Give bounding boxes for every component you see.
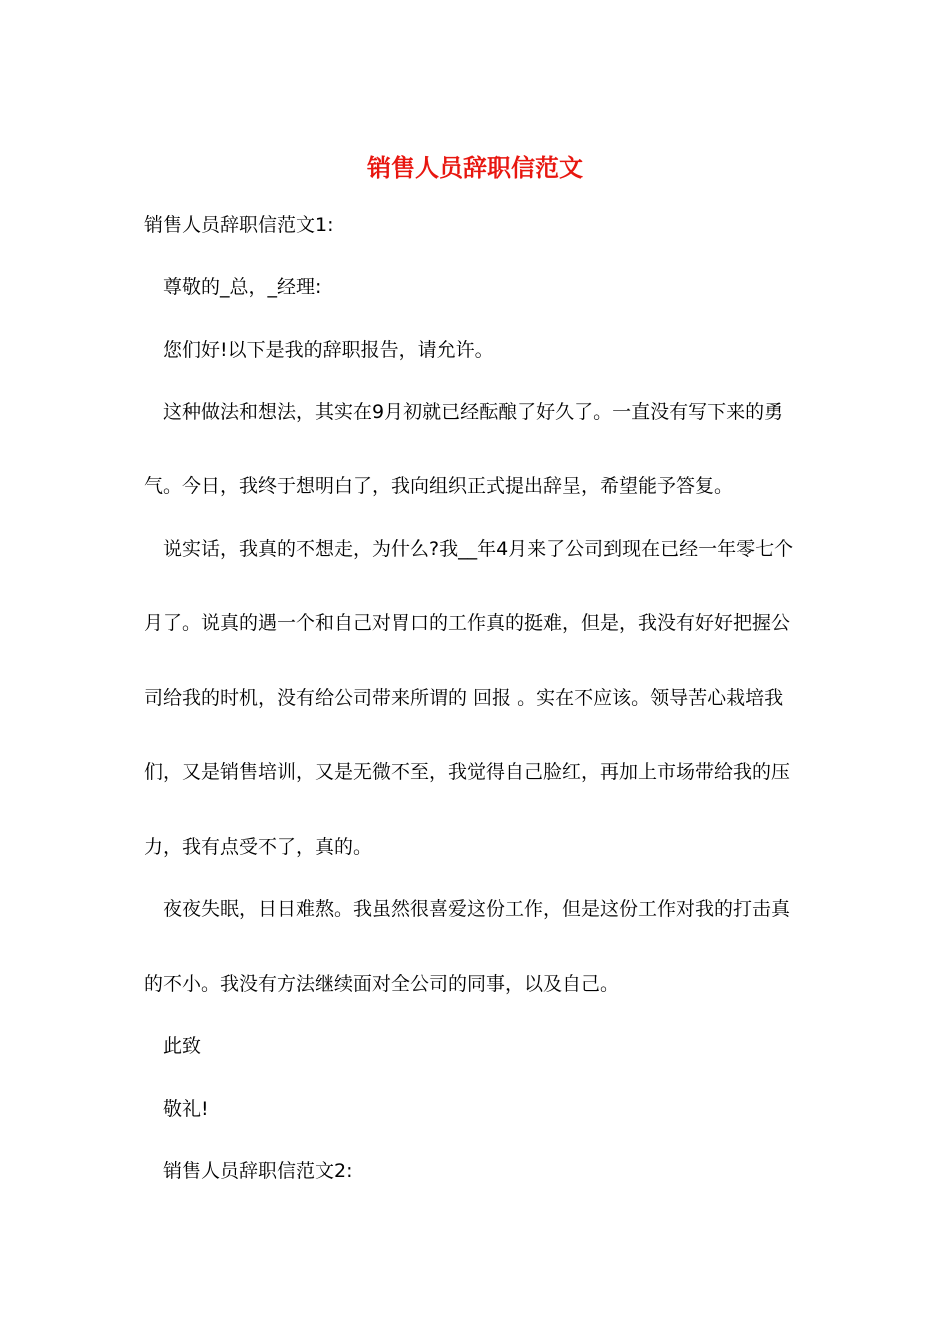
- closing-line: 此致: [163, 1035, 202, 1057]
- salutation: 尊敬的_总，_经理:: [163, 276, 322, 298]
- paragraph-line: 们，又是销售培训，又是无微不至，我觉得自己脸红，再加上市场带给我的压: [144, 761, 791, 783]
- paragraph-line: 说实话，我真的不想走，为什么?我__年4月来了公司到现在已经一年零七个: [163, 538, 794, 560]
- paragraph-line: 月了。说真的遇一个和自己对胃口的工作真的挺难，但是，我没有好好把握公: [144, 612, 791, 634]
- closing-line: 敬礼!: [163, 1098, 209, 1120]
- paragraph-line: 力，我有点受不了，真的。: [144, 836, 373, 858]
- paragraph-line: 这种做法和想法，其实在9月初就已经酝酿了好久了。一直没有写下来的勇: [163, 401, 784, 423]
- paragraph-line: 气。今日，我终于想明白了，我向组织正式提出辞呈，希望能予答复。: [144, 475, 734, 497]
- paragraph-line: 司给我的时机，没有给公司带来所谓的 回报 。实在不应该。领导苦心栽培我: [144, 687, 784, 709]
- paragraph-line: 的不小。我没有方法继续面对全公司的同事，以及自己。: [144, 973, 620, 995]
- section-heading-2: 销售人员辞职信范文2:: [163, 1160, 353, 1182]
- section-heading-1: 销售人员辞职信范文1:: [144, 214, 334, 236]
- document-title: 销售人员辞职信范文: [367, 153, 583, 182]
- paragraph-line: 夜夜失眠，日日难熬。我虽然很喜爱这份工作，但是这份工作对我的打击真: [163, 898, 791, 920]
- greeting-line: 您们好!以下是我的辞职报告，请允许。: [163, 339, 494, 361]
